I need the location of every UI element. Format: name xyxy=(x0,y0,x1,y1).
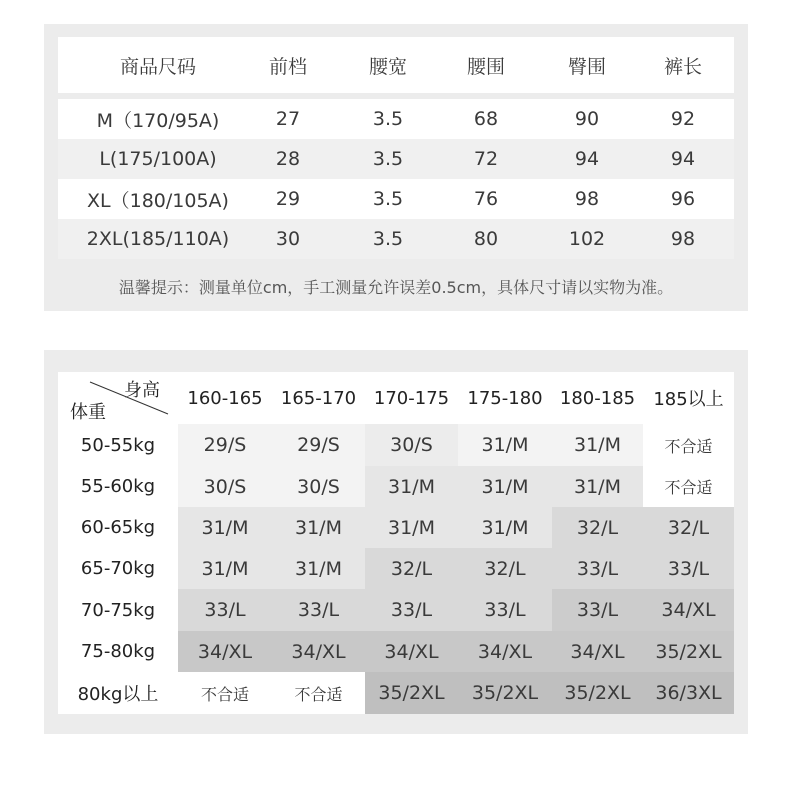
size-recommendation-cell: 32/L xyxy=(643,507,734,548)
size-recommendation-cell: 35/2XL xyxy=(458,672,552,714)
size-recommendation-cell: 29/S xyxy=(178,424,272,466)
size-recommendation-cell: 33/L xyxy=(552,548,643,589)
header-size: 商品尺码 xyxy=(119,55,196,78)
size-recommendation-cell: 34/XL xyxy=(272,631,365,672)
not-suitable-cell: 不合适 xyxy=(272,672,365,714)
size-table-header-row xyxy=(58,37,734,93)
measurement-cell: 98 xyxy=(670,228,696,250)
measurement-note: 温馨提示：测量单位cm，手工测量允许误差0.5cm，具体尺寸请以实物为准。 xyxy=(118,277,674,297)
size-recommendation-cell: 34/XL xyxy=(365,631,458,672)
size-recommendation-cell: 30/S xyxy=(365,424,458,466)
corner-weight-label: 体重 xyxy=(70,402,106,423)
size-recommendation-cell: 31/M xyxy=(272,548,365,589)
measurement-cell: 29 xyxy=(275,188,301,210)
height-range-header: 185以上 xyxy=(653,389,724,410)
size-recommendation-cell: 33/L xyxy=(365,589,458,631)
height-range-header: 170-175 xyxy=(373,387,450,409)
size-recommendation-cell: 30/S xyxy=(272,466,365,507)
header-length: 裤长 xyxy=(663,55,702,78)
measurement-cell: 3.5 xyxy=(372,108,404,130)
size-recommendation-cell: 31/M xyxy=(458,424,552,466)
size-label-cell: M（170/95A) xyxy=(96,109,220,132)
size-recommendation-cell: 30/S xyxy=(178,466,272,507)
measurement-cell: 96 xyxy=(670,188,696,210)
size-recommendation-cell: 31/M xyxy=(552,424,643,466)
measurement-cell: 68 xyxy=(473,108,499,130)
size-recommendation-cell: 33/L xyxy=(643,548,734,589)
size-recommendation-cell: 31/M xyxy=(458,466,552,507)
size-recommendation-cell: 34/XL xyxy=(643,589,734,631)
measurement-cell: 30 xyxy=(275,228,301,250)
size-label-cell: L(175/100A) xyxy=(99,148,217,170)
weight-range-label: 50-55kg xyxy=(80,434,156,456)
measurement-cell: 3.5 xyxy=(372,188,404,210)
measurement-cell: 102 xyxy=(568,228,606,250)
size-table-row xyxy=(58,219,734,259)
size-recommendation-cell: 35/2XL xyxy=(365,672,458,714)
header-hip: 臀围 xyxy=(567,55,606,78)
weight-range-label: 55-60kg xyxy=(80,476,156,497)
size-recommendation-cell: 34/XL xyxy=(458,631,552,672)
size-recommendation-cell: 32/L xyxy=(365,548,458,589)
height-range-header: 180-185 xyxy=(559,387,636,409)
not-suitable-cell: 不合适 xyxy=(643,424,734,466)
size-recommendation-cell: 35/2XL xyxy=(552,672,643,714)
size-recommendation-cell: 29/S xyxy=(272,424,365,466)
weight-range-label: 80kg以上 xyxy=(77,684,159,705)
measurement-cell: 98 xyxy=(574,188,600,210)
size-recommendation-cell: 31/M xyxy=(552,466,643,507)
size-recommendation-cell: 32/L xyxy=(458,548,552,589)
size-recommendation-cell: 33/L xyxy=(272,589,365,631)
height-range-header: 175-180 xyxy=(467,387,543,409)
size-recommendation-cell: 31/M xyxy=(458,507,552,548)
weight-range-label: 75-80kg xyxy=(80,641,156,662)
height-range-header: 160-165 xyxy=(187,387,263,409)
corner-height-label: 身高 xyxy=(124,380,160,401)
weight-range-label: 65-70kg xyxy=(80,558,156,579)
measurement-cell: 92 xyxy=(670,108,696,130)
size-table-row xyxy=(58,139,734,179)
measurement-cell: 28 xyxy=(275,148,301,170)
size-recommendation-cell: 34/XL xyxy=(552,631,643,672)
size-label-cell: XL（180/105A) xyxy=(87,189,229,212)
measurement-cell: 94 xyxy=(574,148,600,170)
measurement-cell: 3.5 xyxy=(372,148,404,170)
height-range-header: 165-170 xyxy=(280,387,357,409)
size-recommendation-cell: 31/M xyxy=(178,548,272,589)
measurement-cell: 80 xyxy=(473,228,499,250)
size-recommendation-cell: 31/M xyxy=(365,466,458,507)
measurement-cell: 76 xyxy=(473,188,499,210)
size-recommendation-cell: 36/3XL xyxy=(643,672,734,714)
measurement-cell: 94 xyxy=(670,148,696,170)
header-waistband: 腰宽 xyxy=(368,55,407,78)
not-suitable-cell: 不合适 xyxy=(643,466,734,507)
size-label-cell: 2XL(185/110A) xyxy=(86,228,230,250)
weight-range-label: 70-75kg xyxy=(80,599,156,621)
not-suitable-cell: 不合适 xyxy=(178,672,272,714)
measurement-cell: 27 xyxy=(275,108,301,130)
size-recommendation-cell: 31/M xyxy=(365,507,458,548)
header-front-rise: 前档 xyxy=(268,55,307,78)
size-recommendation-cell: 34/XL xyxy=(178,631,272,672)
weight-range-label: 60-65kg xyxy=(80,517,156,538)
size-recommendation-cell: 35/2XL xyxy=(643,631,734,672)
measurement-cell: 90 xyxy=(574,108,600,130)
size-recommendation-cell: 33/L xyxy=(178,589,272,631)
size-recommendation-cell: 33/L xyxy=(458,589,552,631)
size-table-row xyxy=(58,99,734,139)
measurement-cell: 72 xyxy=(473,148,499,170)
measurement-cell: 3.5 xyxy=(372,228,404,250)
size-recommendation-cell: 31/M xyxy=(272,507,365,548)
size-recommendation-cell: 31/M xyxy=(178,507,272,548)
size-recommendation-cell: 32/L xyxy=(552,507,643,548)
header-waist: 腰围 xyxy=(466,55,505,78)
size-table-row xyxy=(58,179,734,219)
size-recommendation-cell: 33/L xyxy=(552,589,643,631)
